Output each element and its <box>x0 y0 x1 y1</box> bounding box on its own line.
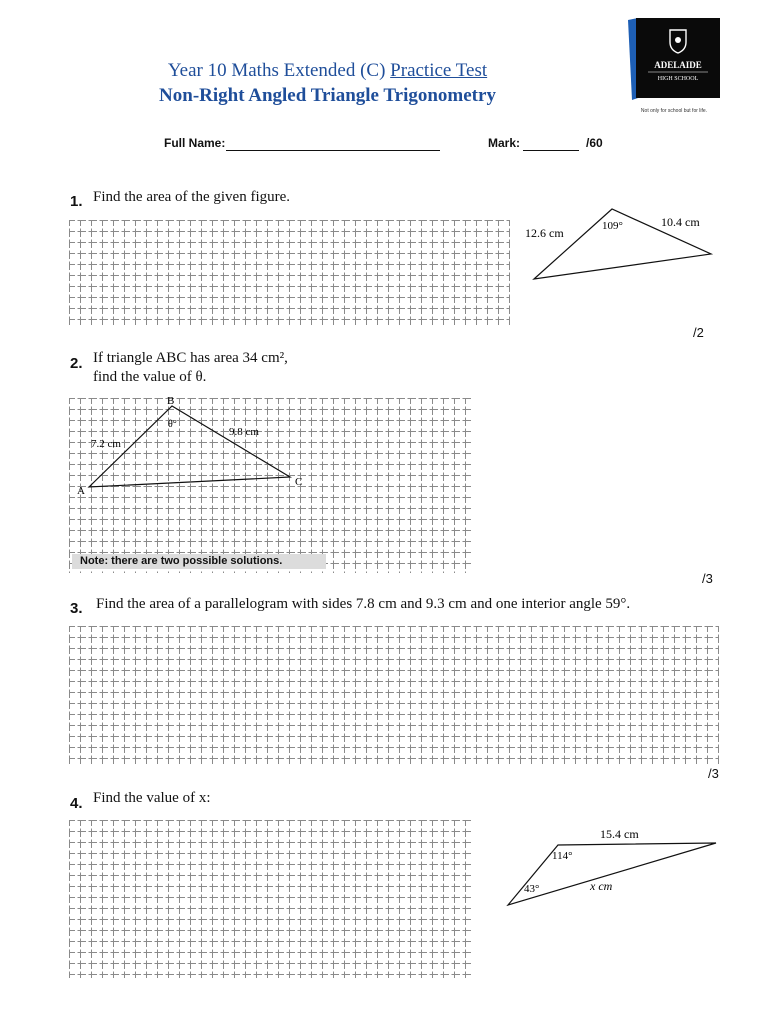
question-3-number: 3. <box>70 600 83 617</box>
question-4-figure <box>500 822 725 912</box>
vertex-label: A <box>77 485 85 497</box>
mark-field[interactable] <box>523 136 579 151</box>
school-tagline: Not only for school but for life. <box>640 108 708 114</box>
question-1-number: 1. <box>70 193 83 210</box>
mark-total: /60 <box>586 136 603 150</box>
figure-label: 109° <box>602 220 623 232</box>
page-title: Year 10 Maths Extended (C) Practice Test <box>167 60 488 81</box>
angle-label: 43° <box>524 883 540 895</box>
question-2-text-line2: find the value of θ. <box>93 369 207 385</box>
question-3-answer-grid[interactable] <box>69 626 719 766</box>
vertex-label: B <box>167 395 175 407</box>
full-name-label: Full Name: <box>164 136 226 150</box>
question-2-note: Note: there are two possible solutions. <box>72 554 326 569</box>
logo-subtext: HIGH SCHOOL <box>657 76 699 82</box>
question-4-number: 4. <box>70 795 83 812</box>
question-1-marks: /2 <box>693 325 704 340</box>
school-logo <box>628 18 720 100</box>
question-3-marks: /3 <box>708 766 719 781</box>
question-1-answer-grid[interactable] <box>69 220 510 326</box>
figure-label: 7.2 cm <box>91 438 121 450</box>
figure-label: 9.8 cm <box>229 426 259 438</box>
question-1-figure <box>520 203 720 283</box>
figure-label: 10.4 cm <box>661 215 700 229</box>
question-3-text: Find the area of a parallelogram with sides 7.8 cm and 9.3 cm and one interior angle 59°. <box>96 596 631 612</box>
full-name-field[interactable] <box>226 136 440 151</box>
question-4-answer-grid[interactable] <box>69 820 471 978</box>
figure-label: x cm <box>590 879 613 893</box>
question-2-marks: /3 <box>702 571 713 586</box>
mark-label: Mark: <box>488 136 521 150</box>
angle-label: 114° <box>552 850 573 862</box>
vertex-label: C <box>295 476 303 488</box>
page-subtitle: Non-Right Angled Triangle Trigonometry <box>159 85 496 106</box>
question-2-text-line1: If triangle ABC has area 34 cm², <box>93 350 288 366</box>
figure-label: 15.4 cm <box>600 827 639 841</box>
question-1-text: Find the area of the given figure. <box>93 189 291 205</box>
angle-label: θ° <box>168 419 177 430</box>
question-2-figure <box>69 390 319 505</box>
question-4-text: Find the value of x: <box>93 790 211 806</box>
logo-text: ADELAIDE <box>654 60 702 70</box>
figure-label: 12.6 cm <box>525 226 564 240</box>
question-2-number: 2. <box>70 355 83 372</box>
